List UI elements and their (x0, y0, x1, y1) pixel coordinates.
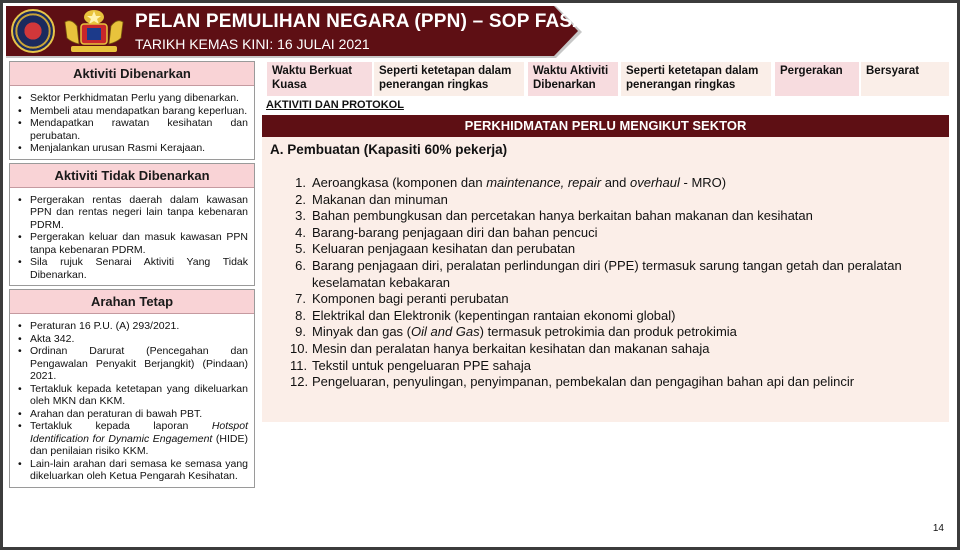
left-column (9, 61, 255, 491)
list-item: 1. Aeroangkasa (komponen dan maintenance, repair and overhaul - MRO) (295, 175, 727, 190)
page-number: 14 (932, 523, 944, 534)
sector-content (262, 137, 949, 422)
sector-list (290, 175, 945, 391)
list-item: 5. Keluaran penjagaan kesihatan dan perubatan (295, 241, 576, 257)
list-item: • Pergerakan keluar dan masuk kawasan PPN tanpa kebenaran PDRM. (16, 231, 248, 256)
info-cell-effective-value: Seperti ketetapan dalam penerangan ringkas (374, 62, 524, 96)
police-emblem-icon (11, 9, 55, 53)
list-item: • Tertakluk kepada laporan Hotspot Identification for Dynamic Engagement (HIDE) dan penilaian risiko KKM. (16, 420, 248, 458)
coat-of-arms-icon (61, 8, 127, 54)
list-item: 7. Komponen bagi peranti perubatan (295, 291, 509, 307)
standing-directives-title: Arahan Tetap (10, 290, 254, 314)
list-item: 10. Mesin dan peralatan hanya berkaitan kesihatan dan makanan sahaja (290, 340, 710, 356)
list-item: • Mendapatkan rawatan kesihatan dan perubatan. (16, 117, 248, 142)
list-item: 6. Barang penjagaan diri, peralatan perlindungan diri (PPE) termasuk sarung tangan getah dan peralatan keselamatan kebakaran (295, 257, 902, 290)
info-cell-effective-time: Waktu Berkuat Kuasa (267, 62, 372, 96)
list-item: 11. Tekstil untuk pengeluaran PPE sahaja (290, 357, 531, 373)
list-item: • Peraturan 16 P.U. (A) 293/2021. (16, 320, 248, 333)
info-cell-movement: Pergerakan (775, 62, 859, 96)
info-cell-activity-value: Seperti ketetapan dalam penerangan ringkas (621, 62, 771, 96)
allowed-activities-title: Aktiviti Dibenarkan (10, 62, 254, 86)
list-item: 9. Minyak dan gas (Oil and Gas) termasuk petrokimia dan produk petrokimia (295, 324, 737, 340)
list-item: • Arahan dan peraturan di bawah PBT. (16, 408, 248, 421)
list-item: 12. Pengeluaran, penyulingan, penyimpanan, pembekalan dan pengagihan bahan api dan pelincir (290, 374, 855, 390)
list-item: • Akta 342. (16, 333, 248, 346)
list-item: 3. Bahan pembungkusan dan percetakan hanya berkaitan bahan makanan dan kesihatan (295, 208, 813, 224)
activities-protocol-label: AKTIVITI DAN PROTOKOL (266, 99, 404, 111)
list-item: • Sektor Perkhidmatan Perlu yang dibenarkan. (16, 92, 248, 105)
list-item: 2. Makanan dan minuman (295, 191, 448, 207)
list-item: • Ordinan Darurat (Pencegahan dan Pengawalan Penyakit Berjangkit) (Pindaan) 2021. (16, 345, 248, 383)
list-item: • Sila rujuk Senarai Aktiviti Yang Tidak Dibenarkan. (16, 256, 248, 281)
disallowed-activities-title: Aktiviti Tidak Dibenarkan (10, 164, 254, 188)
manufacturing-heading: A. Pembuatan (Kapasiti 60% pekerja) (270, 142, 508, 157)
info-cell-activity-time: Waktu Aktiviti Dibenarkan (528, 62, 618, 96)
allowed-activities-panel (9, 61, 255, 160)
list-item: 4. Barang-barang penjagaan diri dan bahan pencuci (295, 224, 598, 240)
section-title-bar: PERKHIDMATAN PERLU MENGIKUT SEKTOR (262, 115, 949, 137)
list-item: • Tertakluk kepada ketetapan yang dikeluarkan oleh MKN dan KKM. (16, 383, 248, 408)
disallowed-activities-panel (9, 163, 255, 287)
page-title: PELAN PEMULIHAN NEGARA (PPN) – SOP FASA 1 (135, 11, 602, 32)
list-item: • Pergerakan rentas daerah dalam kawasan PPN dan rentas negeri lain tanpa kebenaran PDRM. (16, 194, 248, 232)
list-item: 8. Elektrikal dan Elektronik (kepentingan rantaian ekonomi global) (295, 307, 676, 323)
list-item: • Membeli atau mendapatkan barang keperluan. (16, 105, 248, 118)
list-item: • Menjalankan urusan Rasmi Kerajaan. (16, 142, 248, 155)
update-date: TARIKH KEMAS KINI: 16 JULAI 2021 (135, 36, 370, 52)
info-cell-conditional: Bersyarat (861, 62, 949, 96)
standing-directives-panel (9, 289, 255, 488)
list-item: • Lain-lain arahan dari semasa ke semasa yang dikeluarkan oleh Ketua Pengarah Kesihatan. (16, 458, 248, 483)
